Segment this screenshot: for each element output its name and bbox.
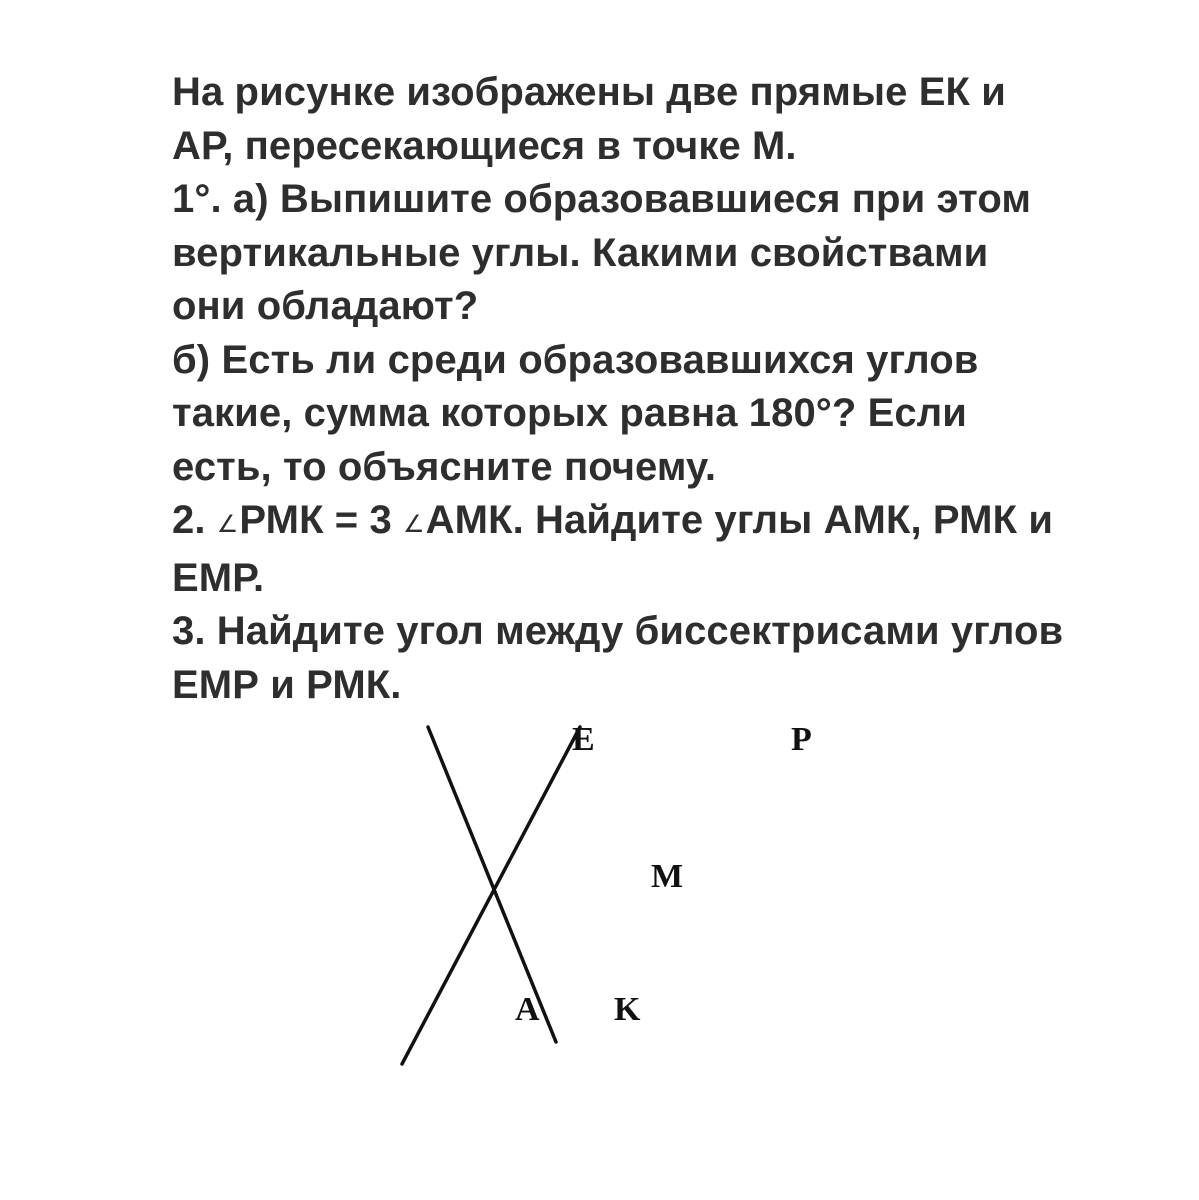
label-k: K [614,991,641,1028]
task1b-line-2: такие, сумма которых равна 180°? Если [172,391,967,435]
task3-line-2: ЕМР и РМК. [172,662,402,707]
label-p: P [791,721,812,758]
line-ap [402,727,580,1064]
task1a-line-2: вертикальные углы. Какими свойствами [172,230,989,275]
label-m: M [651,858,684,895]
problem-line-1: На рисунке изображены две прямые ЕК и [172,70,1006,114]
task1b-line-1: б) Есть ли среди образовавшихся углов [172,337,979,382]
task1a-line-1: 1°. а) Выпишите образовавшиеся при этом [172,177,1032,221]
label-e: E [572,721,595,758]
angle-icon: ∠ [403,511,425,538]
angle-icon: ∠ [216,511,239,538]
task2-line-2: ЕМР. [172,555,265,600]
task1b-line-3: есть, то объясните почему. [172,444,717,489]
task1a-line-3: они обладают? [172,284,479,328]
task2-prefix: 2. [172,498,217,542]
task2-suffix: АМК. Найдите углы АМК, РМК и [425,498,1054,542]
task3-line-1: 3. Найдите угол между биссектрисами углов [172,609,1064,653]
task2-middle: РМК = 3 [239,498,404,542]
problem-line-2: АР, пересекающиеся в точке М. [172,123,797,168]
label-a: A [515,991,540,1028]
